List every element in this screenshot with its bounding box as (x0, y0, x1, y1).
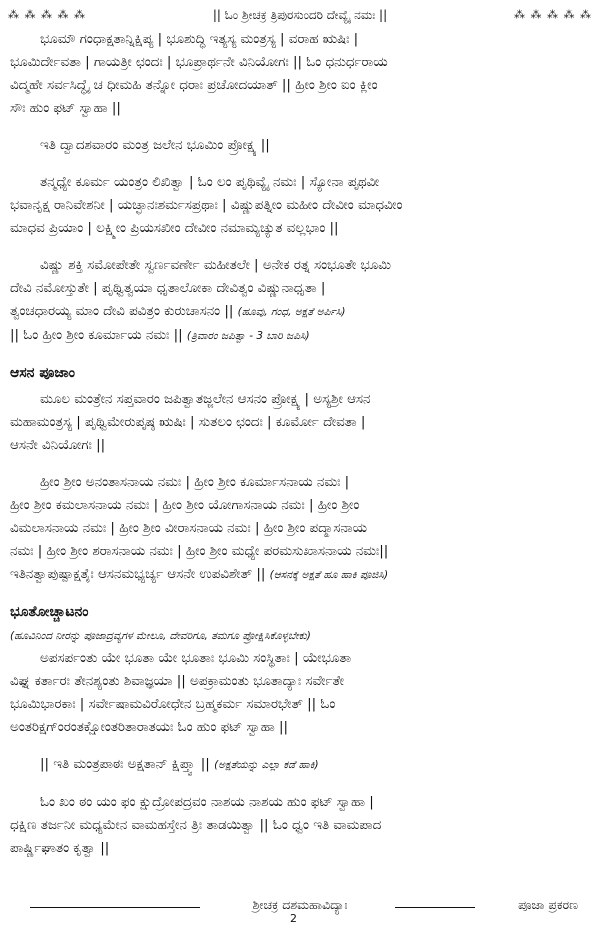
line-text: ಮಾಧವ ಪ್ರಿಯಾಂ | ಲಕ್ಷ್ಮೀಂ ಪ್ರಿಯಸಖೀಂ ದೇವೀಂ ನಮಾಮ್ಯಚ್ಯುತ ವಲ್ಲಭಾಂ || (10, 221, 339, 236)
text-line (10, 171, 590, 194)
line-text: ತನ್ಮಧ್ಯೇ ಕೂರ್ಮ ಯಂತ್ರಂ ಲಿಖಿತ್ವಾ | ಓಂ ಲಂ ಪೃಥಿವ್ಯೈ ನಮಃ | ಸ್ಯೋನಾ ಪೃಥವೀ (40, 175, 380, 190)
mantra-paragraph (10, 388, 590, 457)
text-line (10, 74, 590, 97)
text-line (10, 716, 590, 739)
line-text: ವಿಷ್ಣು ಶಕ್ತಿ ಸಮೋಪೇತೇ ಸ್ವರ್ಣವರ್ಣೇ ಮಹೀತಲೇ | ಅನೇಕ ರತ್ನ ಸಂಭೂತೇ ಭೂಮಿ (40, 258, 391, 273)
text-line (10, 134, 590, 157)
line-text: ಹ್ರೀಂ ಶ್ರೀಂ ಅನಂತಾಸನಾಯ ನಮಃ | ಹ್ರೀಂ ಶ್ರೀಂ ಕೂರ್ಮಾಸನಾಯ ನಮಃ | (40, 475, 350, 490)
footer-book-title: ಶ್ರೀಚಕ್ರ ದಶಮಹಾವಿದ್ಯಾಃ (252, 897, 348, 912)
text-line (10, 28, 590, 51)
text-line (10, 693, 590, 716)
line-text: ಇತಿನತ್ವಾಪುಷ್ಪಾಕ್ಷತೈಃ ಆಸನಮಭ್ಯರ್ಚ್ಯ ಆಸನೇ ಉಪವಿಶೇತ್ || (10, 567, 270, 582)
mantra-paragraph (10, 254, 590, 348)
text-line (10, 277, 590, 300)
text-line (10, 494, 590, 517)
header-ornament-right: ⁂ ⁂ ⁂ ⁂ ⁂ (513, 8, 592, 21)
mantra-paragraph (10, 134, 590, 157)
line-text: ಮಹಾಮಂತ್ರಸ್ಯ | ಪೃಥ್ವಿಮೇರುಪೃಷ್ಠ ಋಷಿಃ | ಸುತಲಂ ಛಂದಃ | ಕೂರ್ಮೋ ದೇವತಾ | (10, 415, 366, 430)
text-line (10, 388, 590, 411)
line-text: ದೇವಿ ನಮೋಸ್ತುತೇ | ಪೃಥ್ವಿತ್ವಯಾ ಧೃತಾಲೋಕಾ ದೇವಿತ್ವಂ ವಿಷ್ಣುನಾಧೃತಾ | (10, 281, 326, 296)
inline-note: (ಅಕ್ಷತೆಯನ್ನು ಎಲ್ಲಾ ಕಡೆ ಹಾಕಿ) (214, 759, 319, 771)
page-footer (0, 895, 600, 925)
text-line (10, 814, 590, 837)
text-line (10, 194, 590, 217)
line-text: ವಿಮಲಾಸನಾಯ ನಮಃ | ಹ್ರೀಂ ಶ್ರೀಂ ವೀರಾಸನಾಯ ನಮಃ | ಹ್ರೀಂ ಶ್ರೀಂ ಪದ್ಮಾಸನಾಯ (10, 521, 367, 536)
text-line (10, 434, 590, 457)
text-line (10, 217, 590, 240)
instruction-note: (ಹೂವಿನಿಂದ ನೀರನ್ನು ಪೂಜಾದ್ರವ್ಯಗಳ ಮೇಲೂ, ದೇವರಿಗೂ, ತಮಗೂ ಪ್ರೋಕ್ಷಿಸಿಕೊಳ್ಳಬೇಕು) (10, 630, 311, 642)
line-text: ನಮಃ | ಹ್ರೀಂ ಶ್ರೀಂ ಶರಾಸನಾಯ ನಮಃ | ಹ್ರೀಂ ಶ್ರೀಂ ಮಧ್ಯೇ ಪರಮಸುಖಾಸನಾಯ ನಮಃ|| (10, 544, 389, 559)
inline-note: (ತ್ರಿವಾರಂ ಜಪಿತ್ವಾ - 3 ಬಾರಿ ಜಪಿಸಿ) (186, 330, 310, 342)
line-text: ಧಕ್ಷಿಣ ತರ್ಜನೀ ಮಧ್ಯಮೇನ ವಾಮಹಸ್ತೇನ ತ್ರಿಃ ತಾಡಯಿತ್ವಾ || ಓಂ ಧ್ವಂ ಇತಿ ವಾಮಪಾದ (10, 818, 382, 833)
text-line (10, 300, 590, 324)
line-text: ಭೂಮಿರ್ದೇವತಾ | ಗಾಯತ್ರೀ ಛಂದಃ | ಭೂಪ್ರಾರ್ಥನೇ ವಿನಿಯೋಗಃ || ಓಂ ಧನುರ್ಧರಾಯ (10, 55, 388, 70)
line-text: ಭೂಮೌ ಗಂಧಾಕ್ಷತಾನ್ನಿಕ್ಷಿಪ್ಯ | ಭೂಶುದ್ಧಿ ಇತ್ಯಸ್ಯ ಮಂತ್ರಸ್ಯ | ವರಾಹ ಋಷಿಃ | (40, 32, 359, 47)
section-heading: ಆಸನ ಪೂಜಾಂ (10, 365, 75, 381)
mantra-paragraph (10, 471, 590, 587)
mantra-paragraph (10, 171, 590, 240)
header-ornament-left: ⁂ ⁂ ⁂ ⁂ ⁂ (8, 8, 86, 21)
line-text: ವಿದ್ಮಹೇ ಸರ್ವಸಿದ್ಧೈ ಚ ಧೀಮಹಿ ತನ್ನೋ ಧರಾಃ ಪ್ರಚೋದಯಾತ್ || ಹ್ರೀಂ ಶ್ರೀಂ ಐಂ ಕ್ಲೀಂ (10, 78, 378, 93)
line-text: || ಇತಿ ಮಂತ್ರಪಾಠಃ ಅಕ್ಷತಾನ್ ಕ್ಷಿಪ್ತ್ವಾ || (40, 757, 215, 772)
line-text: ಭೂಮಿಭಾರಕಾಃ | ಸರ್ವೇಷಾಮವಿರೋಧೇನ ಬ್ರಹ್ಮಕರ್ಮ ಸಮಾರಭೇತ್ || ಓಂ (10, 697, 336, 712)
line-text: ಪಾರ್ಷ್ಣಿಘಾತಂ ಕೃತ್ವಾ || (10, 841, 110, 856)
page-number: 2 (290, 912, 297, 925)
line-text: ಅಪಸರ್ಪಂತು ಯೇ ಭೂತಾ ಯೇ ಭೂತಾಃ ಭೂಮಿ ಸಂಸ್ಥಿತಾಃ | ಯೇಭೂತಾ (40, 651, 352, 666)
line-text: ಇತಿ ದ್ವಾದಶವಾರಂ ಮಂತ್ರ ಜಲೇನ ಭೂಮಿಂ ಪ್ರೋಕ್ಷ್ಯ || (40, 138, 270, 153)
text-line (10, 753, 590, 777)
line-text: ಓಂ ಖಂ ಠಂ ಯಂ ಫಂ ಕ್ಷುದ್ರೋಪದ್ರವಂ ನಾಶಯ ನಾಶಯ ಹುಂ ಫಟ್ ಸ್ವಾಹಾ | (40, 795, 374, 810)
footer-section-title: ಪೂಜಾ ಪ್ರಕರಣ (518, 897, 578, 912)
line-text: || ಓಂ ಹ್ರೀಂ ಶ್ರೀಂ ಕೂರ್ಮಾಯ ನಮಃ || (10, 328, 187, 343)
line-text: ವಿಘ್ನ ಕರ್ತಾರಃ ತೇನಶ್ಯಂತು ಶಿವಾಜ್ಞಯಾ || ಅಪಕ್ರಾಮಂತು ಭೂತಾದ್ಯಾಃ ಸರ್ವೇತೇ (10, 674, 344, 689)
line-text: ಹ್ರೀಂ ಶ್ರೀಂ ಕಮಲಾಸನಾಯ ನಮಃ | ಹ್ರೀಂ ಶ್ರೀಂ ಯೋಗಾಸನಾಯ ನಮಃ | ಹ್ರೀಂ ಶ್ರೀಂ (10, 498, 360, 513)
text-line (10, 647, 590, 670)
line-text: ಅಂತರಿಕ್ಷಗ್ಂರಂತಕ್ಷೋಂತರಿತಾರಾತಯಃ ಓಂ ಹುಂ ಫಟ್ ಸ್ವಾಹಾ || (10, 720, 288, 735)
line-text: ಭವಾನೃಕ್ಷ ರಾನಿವೇಶನೀ | ಯಚ್ಛಾನಃಶರ್ಮಸಪ್ರಥಾಃ | ವಿಷ್ಣುಪತ್ನೀಂ ಮಹೀಂ ದೇವೀಂ ಮಾಧವೀಂ (10, 198, 403, 213)
document-body (10, 28, 590, 874)
text-line (10, 254, 590, 277)
text-line (10, 791, 590, 814)
text-line (10, 324, 590, 348)
line-text: ಸೌಃ ಹುಂ ಫಟ್ ಸ್ವಾಹಾ || (10, 101, 121, 116)
header-band (8, 4, 592, 26)
text-line (10, 563, 590, 587)
text-line (10, 837, 590, 860)
text-line (10, 540, 590, 563)
text-line (10, 670, 590, 693)
mantra-paragraph (10, 791, 590, 860)
line-text: ಮೂಲ ಮಂತ್ರೇನ ಸಪ್ತವಾರಂ ಜಪಿತ್ವಾತಜ್ಜಲೇನ ಆಸನಂ ಪ್ರೋಕ್ಷ್ಯ | ಅಸ್ಯಶ್ರೀ ಆಸನ (40, 392, 371, 407)
section-heading: ಭೂತೋಚ್ಚಾಟನಂ (10, 604, 89, 620)
inline-note: (ಹೂವು, ಗಂಧ, ಅಕ್ಷತೆ ಅರ್ಪಿಸಿ) (237, 306, 346, 318)
text-line (10, 471, 590, 494)
mantra-paragraph (10, 28, 590, 120)
mantra-paragraph (10, 647, 590, 739)
line-text: ತ್ವಂಚಧಾರಯ್ಯ ಮಾಂ ದೇವಿ ಪವಿತ್ರಂ ಕುರುಚಾಸನಂ || (10, 304, 238, 319)
text-line (10, 411, 590, 434)
text-line (10, 517, 590, 540)
footer-rule-right (395, 907, 475, 908)
header-invocation: || ಓಂ ಶ್ರೀಚಕ್ರ ತ್ರಿಪುರಸುಂದರಿ ದೇವ್ಯೈ ನಮಃ || (212, 8, 388, 22)
inline-note: (ಆಸನಕ್ಕೆ ಅಕ್ಷತೆ ಹೂ ಹಾಕಿ ಪೂಜಿಸಿ) (269, 569, 389, 581)
mantra-paragraph (10, 753, 590, 777)
text-line (10, 97, 590, 120)
text-line (10, 51, 590, 74)
line-text: ಆಸನೇ ವಿನಿಯೋಗಃ || (10, 438, 106, 453)
